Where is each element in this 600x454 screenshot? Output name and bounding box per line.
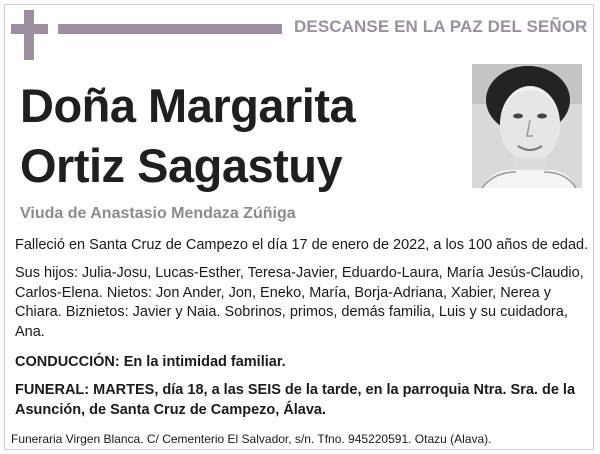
- header-title: DESCANSE EN LA PAZ DEL SEÑOR: [294, 17, 588, 36]
- conduction-notice: CONDUCCIÓN: En la intimidad familiar.: [15, 354, 286, 370]
- portrait-photo: [472, 64, 582, 188]
- family-list: Sus hijos: Julia-Josu, Lucas-Esther, Teresa-Javier, Eduardo-Laura, María Jesús-Claudio, Carlos-Elena. Nietos: Jon Ander, Jon, Eneko, María, Borja-Adriana, Xabier, Nerea y Chiara. Biznietos: Javier y Naia. Sobrinos, primos, demás familia, Luis y su cuidadora, Ana.: [15, 265, 584, 340]
- death-notice: Falleció en Santa Cruz de Campezo el día 17 de enero de 2022, a los 100 años de edad.: [15, 237, 589, 253]
- header-divider-bar: [58, 24, 282, 34]
- funeral-notice: FUNERAL: MARTES, día 18, a las SEIS de la tarde, en la parroquia Ntra. Sra. de la Asunción, de Santa Cruz de Campezo, Álava.: [15, 382, 576, 418]
- name-line-2: Ortiz Sagastuy: [20, 139, 343, 192]
- widow-subtitle: Viuda de Anastasio Mendaza Zúñiga: [20, 205, 296, 222]
- deceased-name: [20, 76, 355, 196]
- name-line-1: Doña Margarita: [20, 79, 356, 132]
- funeral-home-footer: Funeraria Virgen Blanca. C/ Cementerio El Salvador, s/n. Tfno. 945220591. Otazu (Alava).: [11, 432, 492, 446]
- portrait-image: [472, 64, 582, 188]
